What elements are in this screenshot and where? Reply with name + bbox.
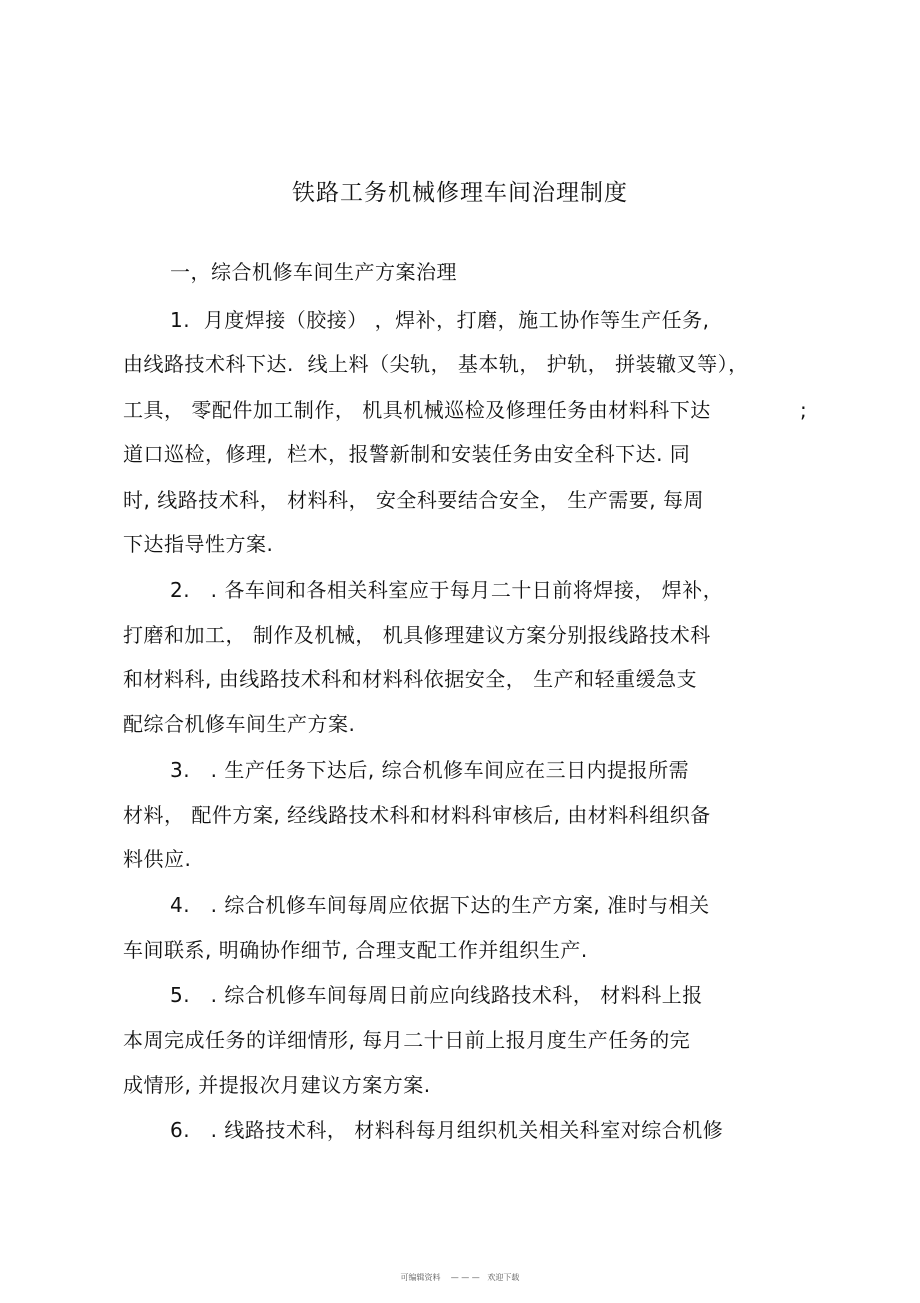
- paragraph-3-line-1: 3. . 生产任务下达后, 综合机修车间应在三日内提报所需: [170, 758, 690, 782]
- page-footer: 可编辑资料 — — — 欢迎下载: [400, 1273, 520, 1282]
- section-heading: 一，综合机修车间生产方案治理: [170, 260, 457, 284]
- paragraph-1-line-6: 下达指导性方案.: [123, 532, 274, 556]
- paragraph-1-line-2: 由线路技术科下达. 线上料（尖轨， 基本轨， 护轨， 拼装辙叉等），: [123, 352, 749, 376]
- paragraph-5-line-2: 本周完成任务的详细情形, 每月二十日前上报月度生产任务的完: [123, 1028, 691, 1052]
- paragraph-1-line-3: 工具， 零配件加工制作， 机具机械巡检及修理任务由材料科下达: [123, 398, 711, 422]
- paragraph-2-line-1: 2. . 各车间和各相关科室应于每月二十日前将焊接， 焊补，: [170, 578, 724, 602]
- paragraph-1-line-1: 1. 月度焊接（胶接） ，焊补，打磨，施工协作等生产任务,: [170, 308, 710, 332]
- paragraph-2-line-2: 打磨和加工， 制作及机械， 机具修理建议方案分别报线路技术科: [123, 623, 711, 647]
- paragraph-3-line-2: 材料， 配件方案, 经线路技术科和材料科审核后, 由材料科组织备: [123, 803, 711, 827]
- paragraph-1-line-5: 时, 线路技术科， 材料科， 安全科要结合安全， 生产需要, 每周: [123, 488, 705, 512]
- paragraph-5-line-1: 5. . 综合机修车间每周日前应向线路技术科， 材料科上报: [170, 983, 703, 1007]
- paragraph-4-line-2: 车间联系, 明确协作细节, 合理支配工作并组织生产.: [123, 938, 588, 962]
- document-title: 铁路工务机械修理车间治理制度: [292, 180, 628, 206]
- paragraph-4-line-1: 4. . 综合机修车间每周应依据下达的生产方案, 准时与相关: [170, 893, 710, 917]
- paragraph-2-line-3: 和材料科, 由线路技术科和材料科依据安全， 生产和轻重缓急支: [123, 667, 698, 691]
- paragraph-6-line-1: 6. . 线路技术科， 材料科每月组织机关相关科室对综合机修: [170, 1118, 724, 1142]
- paragraph-2-line-4: 配综合机修车间生产方案.: [123, 712, 356, 736]
- paragraph-1-line-4: 道口巡检，修理, 栏木，报警新制和安装任务由安全科下达. 同: [123, 442, 691, 466]
- paragraph-3-line-3: 料供应.: [123, 847, 192, 871]
- paragraph-1-trailing-mark: ;: [800, 398, 808, 422]
- paragraph-5-line-3: 成情形, 并提报次月建议方案方案.: [123, 1073, 431, 1097]
